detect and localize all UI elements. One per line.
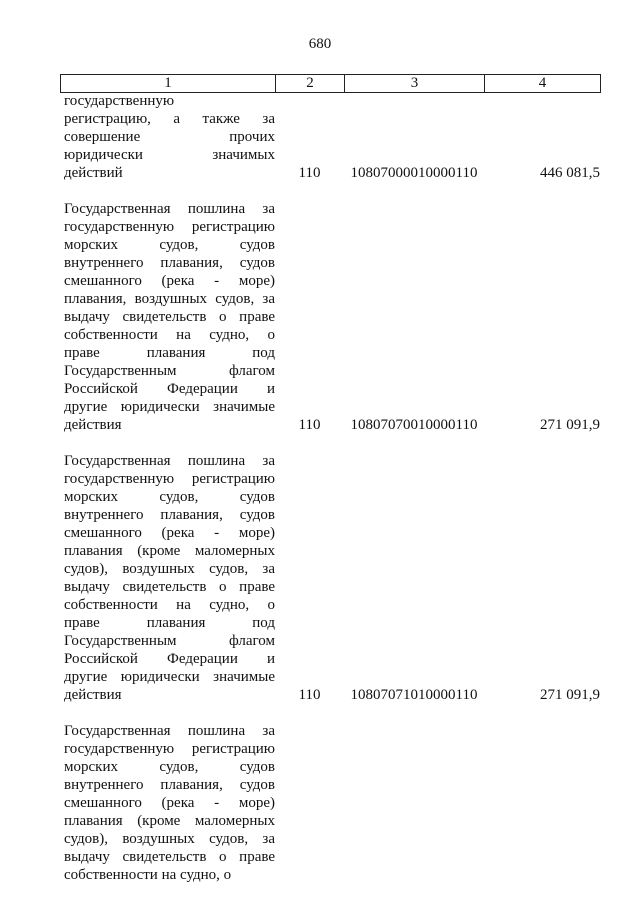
column-header-1: 1: [61, 75, 276, 93]
description-line: Государственная пошлина за: [64, 201, 275, 217]
description-line: Российской Федерации и: [64, 381, 275, 397]
description-line: Государственным флагом: [64, 633, 275, 649]
description-line: собственности на судно, о: [64, 327, 275, 343]
description-line: плавания (кроме маломерных: [64, 543, 275, 559]
column-header-table: [60, 74, 601, 93]
description-line: выдачу свидетельств о праве: [64, 309, 275, 325]
row-admin-code: 110: [298, 417, 321, 433]
description-line: праве плавания под: [64, 345, 275, 361]
description-line: морских судов, судов: [64, 489, 275, 505]
description-line: другие юридически значимые: [64, 669, 275, 685]
row-description: [60, 200, 275, 434]
row-amount: 271 091,9: [540, 417, 600, 433]
description-line: собственности на судно, о: [64, 597, 275, 613]
table-row: [60, 452, 600, 704]
description-line: выдачу свидетельств о праве: [64, 849, 275, 865]
row-description: [60, 452, 275, 704]
page-number: 680: [308, 36, 332, 52]
description-line: юридически значимых: [64, 147, 275, 163]
description-line: собственности на судно, о: [64, 867, 232, 883]
description-line: судов), воздушных судов, за: [64, 561, 275, 577]
description-line: морских судов, судов: [64, 759, 275, 775]
table-row: [60, 200, 600, 434]
description-line: смешанного (река - море): [64, 273, 275, 289]
description-line: смешанного (река - море): [64, 525, 275, 541]
description-line: морских судов, судов: [64, 237, 275, 253]
column-header-3: 3: [345, 75, 485, 93]
description-line: регистрацию, а также за: [64, 111, 275, 127]
row-description: [60, 722, 275, 884]
table-body: [60, 92, 600, 884]
table-row: [60, 92, 600, 182]
row-admin-code: 110: [298, 687, 321, 703]
row-amount: 271 091,9: [540, 687, 600, 703]
description-line: действий: [64, 165, 123, 181]
description-line: плавания (кроме маломерных: [64, 813, 275, 829]
description-line: действия: [64, 687, 122, 703]
description-line: действия: [64, 417, 122, 433]
description-line: Государственная пошлина за: [64, 723, 275, 739]
description-line: государственную регистрацию: [64, 471, 275, 487]
description-line: государственную регистрацию: [64, 741, 275, 757]
description-line: другие юридически значимые: [64, 399, 275, 415]
column-header-row: [61, 75, 601, 93]
row-admin-code: 110: [298, 165, 321, 181]
description-line: выдачу свидетельств о праве: [64, 579, 275, 595]
row-description: [60, 92, 275, 182]
description-line: совершение прочих: [64, 129, 275, 145]
description-line: судов), воздушных судов, за: [64, 831, 275, 847]
description-line: Государственным флагом: [64, 363, 275, 379]
description-line: внутреннего плавания, судов: [64, 255, 275, 271]
row-classification-code: 10807071010000110: [350, 687, 478, 703]
description-line: Государственная пошлина за: [64, 453, 275, 469]
description-line: государственную: [64, 93, 175, 109]
row-classification-code: 10807070010000110: [350, 417, 478, 433]
table-row: [60, 722, 600, 884]
column-header-2: 2: [276, 75, 345, 93]
column-header-4: 4: [485, 75, 601, 93]
row-amount: 446 081,5: [540, 165, 600, 181]
description-line: внутреннего плавания, судов: [64, 777, 275, 793]
description-line: плавания, воздушных судов, за: [64, 291, 275, 307]
description-line: праве плавания под: [64, 615, 275, 631]
row-classification-code: 10807000010000110: [350, 165, 478, 181]
description-line: внутреннего плавания, судов: [64, 507, 275, 523]
description-line: государственную регистрацию: [64, 219, 275, 235]
description-line: смешанного (река - море): [64, 795, 275, 811]
description-line: Российской Федерации и: [64, 651, 275, 667]
